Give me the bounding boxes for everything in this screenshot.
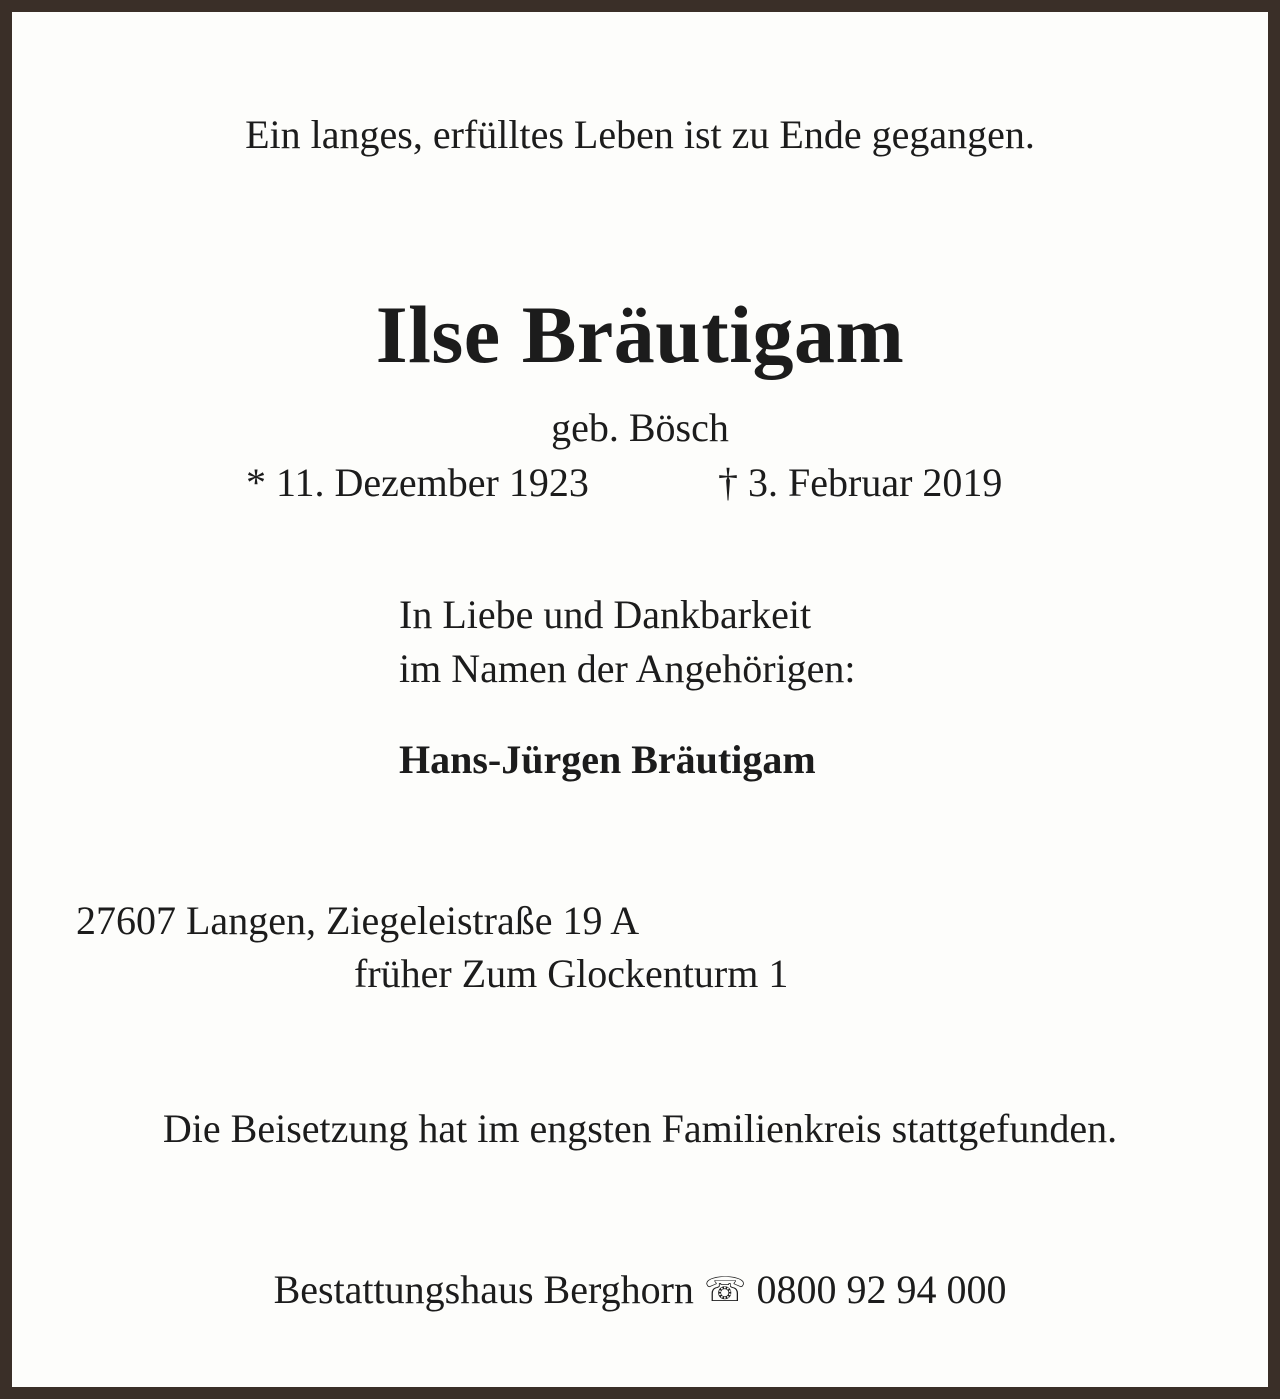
maiden-name: geb. Bösch (551, 405, 729, 450)
intro-text: Ein langes, erfülltes Leben ist zu Ende gegangen. (245, 112, 1035, 157)
phone-icon: ☏ (703, 1272, 747, 1309)
funeral-home-contact (12, 1267, 1268, 1312)
funeral-home-name: Bestattungshaus Berghorn (273, 1267, 694, 1312)
mourner-name: Hans-Jürgen Bräutigam (399, 737, 816, 782)
address-line-2: früher Zum Glockenturm 1 (354, 951, 789, 996)
deceased-name: Ilse Bräutigam (375, 289, 905, 380)
burial-note: Die Beisetzung hat im engsten Familienkreis stattgefunden. (162, 1106, 1118, 1151)
obituary-notice (12, 12, 1268, 1387)
death-date: † 3. Februar 2019 (718, 460, 1003, 505)
phone-number: 0800 92 94 000 (756, 1267, 1007, 1312)
address-line-1: 27607 Langen, Ziegeleistraße 19 A (76, 898, 640, 943)
dedication-line-2: im Namen der Angehörigen: (399, 646, 856, 691)
dedication-line-1: In Liebe und Dankbarkeit (399, 592, 812, 637)
birth-date: * 11. Dezember 1923 (246, 460, 589, 505)
